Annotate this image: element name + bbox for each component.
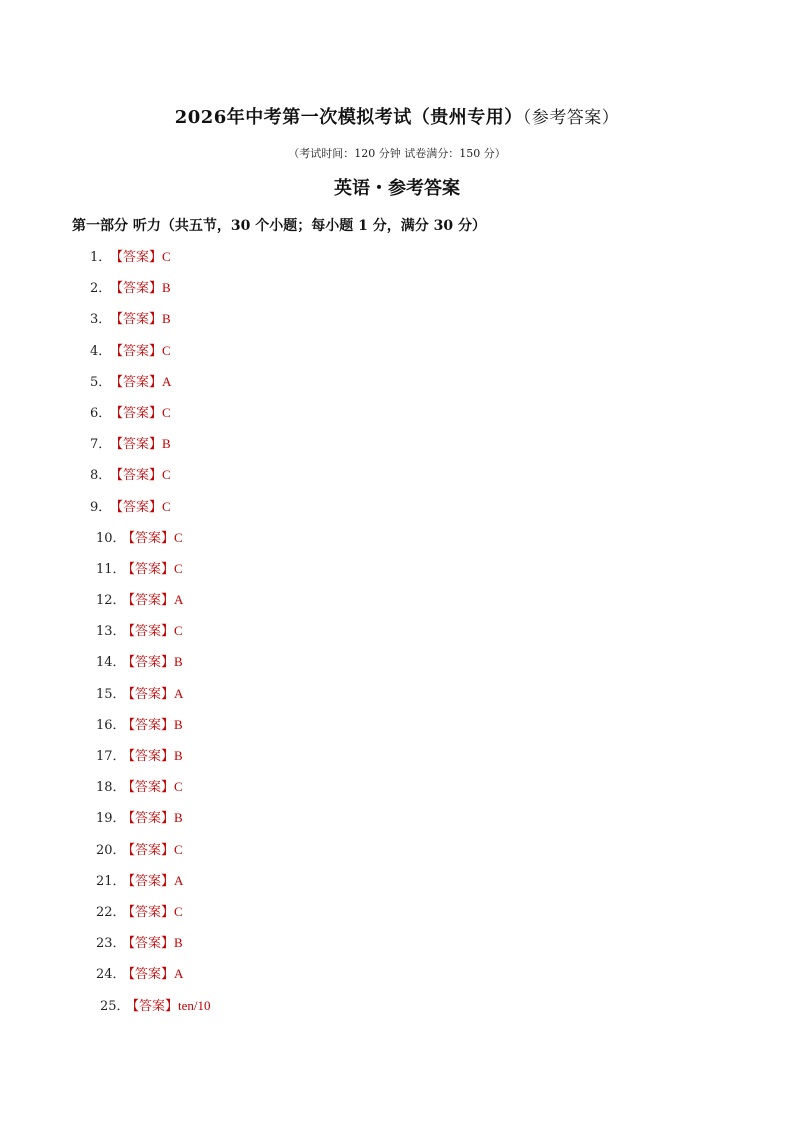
answer-number: 15．: [96, 686, 126, 702]
answer-tag: 【答案】: [122, 624, 175, 640]
answer-number: 22．: [96, 904, 126, 920]
answer-value: C: [162, 467, 171, 483]
answer-number: 5．: [90, 374, 112, 390]
answer-tag: 【答案】: [110, 312, 163, 328]
answer-number: 7．: [90, 437, 112, 453]
answer-item: [0, 990, 794, 1021]
answer-value: A: [162, 373, 172, 389]
answer-value: ten/10: [178, 997, 211, 1013]
answer-item: [0, 491, 794, 522]
answer-value: C: [162, 404, 171, 420]
answer-number: 21．: [96, 873, 126, 889]
answer-tag: 【答案】: [122, 686, 175, 702]
answer-item: [0, 272, 794, 303]
answer-value: B: [162, 311, 171, 327]
answer-tag: 【答案】: [110, 499, 163, 515]
answer-item: [0, 522, 794, 553]
answer-value: C: [162, 249, 171, 264]
answer-value: A: [174, 592, 184, 608]
answer-tag: 【答案】: [122, 561, 175, 577]
answer-item: [0, 553, 794, 584]
answer-value: B: [174, 716, 183, 732]
answer-item: [0, 428, 794, 459]
answer-item: [0, 771, 794, 802]
answer-number: 9．: [90, 499, 112, 515]
answer-list: [0, 241, 794, 1021]
answer-tag: 【答案】: [110, 437, 163, 453]
answer-tag: 【答案】: [122, 811, 175, 827]
answer-number: 16．: [96, 717, 126, 733]
answer-tag: 【答案】: [122, 936, 175, 952]
answer-tag: 【答案】: [122, 530, 175, 546]
answer-item: [0, 896, 794, 927]
answer-number: 4．: [90, 343, 112, 359]
answer-number: 14．: [96, 655, 126, 671]
answer-item: [0, 615, 794, 646]
answer-value: C: [174, 903, 183, 919]
answer-item: [0, 303, 794, 334]
answer-number: 1．: [90, 250, 112, 265]
answer-value: C: [174, 623, 183, 639]
answer-number: 23．: [96, 936, 126, 952]
title-suffix: （参考答案）: [522, 108, 620, 128]
answer-item: [0, 927, 794, 958]
document-title: [0, 103, 794, 129]
answer-tag: 【答案】: [122, 717, 175, 733]
answer-item: [0, 335, 794, 366]
answer-item: [0, 958, 794, 989]
answer-item: [0, 709, 794, 740]
answer-number: 2．: [90, 281, 112, 297]
answer-value: B: [174, 654, 183, 670]
answer-number: 3．: [90, 312, 112, 328]
answer-number: 25．: [100, 998, 130, 1014]
subject-heading: 英语・参考答案: [334, 178, 460, 199]
answer-item: [0, 366, 794, 397]
title-main: 2026年中考第一次模拟考试（贵州专用）: [174, 107, 523, 128]
answer-tag: 【答案】: [122, 904, 175, 920]
answer-number: 6．: [90, 405, 112, 421]
answer-tag: 【答案】: [122, 655, 175, 671]
answer-item: [0, 241, 794, 272]
answer-tag: 【答案】: [122, 842, 175, 858]
answer-number: 18．: [96, 780, 126, 796]
answer-value: B: [174, 810, 183, 826]
answer-tag: 【答案】: [110, 405, 163, 421]
answer-value: A: [174, 685, 184, 701]
answer-number: 17．: [96, 749, 126, 764]
answer-number: 13．: [96, 624, 126, 640]
answer-number: 24．: [96, 967, 126, 983]
answer-tag: 【答案】: [122, 780, 175, 796]
answer-value: C: [174, 529, 183, 545]
answer-value: A: [174, 966, 184, 982]
answer-item: [0, 397, 794, 428]
answer-tag: 【答案】: [110, 250, 163, 265]
exam-meta: （考试时间：120 分钟 试卷满分：150 分）: [288, 147, 506, 160]
answer-item: [0, 865, 794, 896]
answer-item: [0, 646, 794, 677]
answer-item: [0, 834, 794, 865]
answer-item: [0, 740, 794, 771]
answer-value: C: [162, 342, 171, 358]
answer-number: 11．: [96, 561, 126, 577]
answer-value: C: [162, 498, 171, 514]
answer-value: B: [174, 748, 183, 763]
answer-value: B: [162, 280, 171, 296]
answer-item: [0, 584, 794, 615]
answer-tag: 【答案】: [110, 343, 163, 359]
answer-tag: 【答案】: [126, 998, 179, 1014]
answer-number: 12．: [96, 593, 126, 609]
answer-value: C: [174, 779, 183, 795]
answer-value: B: [162, 436, 171, 452]
answer-tag: 【答案】: [122, 593, 175, 609]
answer-number: 10．: [96, 530, 126, 546]
answer-tag: 【答案】: [122, 749, 175, 764]
answer-item: [0, 459, 794, 490]
answer-tag: 【答案】: [110, 281, 163, 297]
answer-tag: 【答案】: [110, 374, 163, 390]
answer-number: 8．: [90, 468, 112, 484]
answer-number: 20．: [96, 842, 126, 858]
answer-item: [0, 802, 794, 833]
answer-tag: 【答案】: [122, 967, 175, 983]
answer-value: A: [174, 872, 184, 888]
answer-value: C: [174, 841, 183, 857]
answer-number: 19．: [96, 811, 126, 827]
answer-item: [0, 678, 794, 709]
answer-tag: 【答案】: [122, 873, 175, 889]
answer-tag: 【答案】: [110, 468, 163, 484]
answer-value: C: [174, 560, 183, 576]
section-heading: 第一部分 听力（共五节，30 个小题；每小题 1 分，满分 30 分）: [72, 218, 486, 234]
answer-value: B: [174, 935, 183, 951]
